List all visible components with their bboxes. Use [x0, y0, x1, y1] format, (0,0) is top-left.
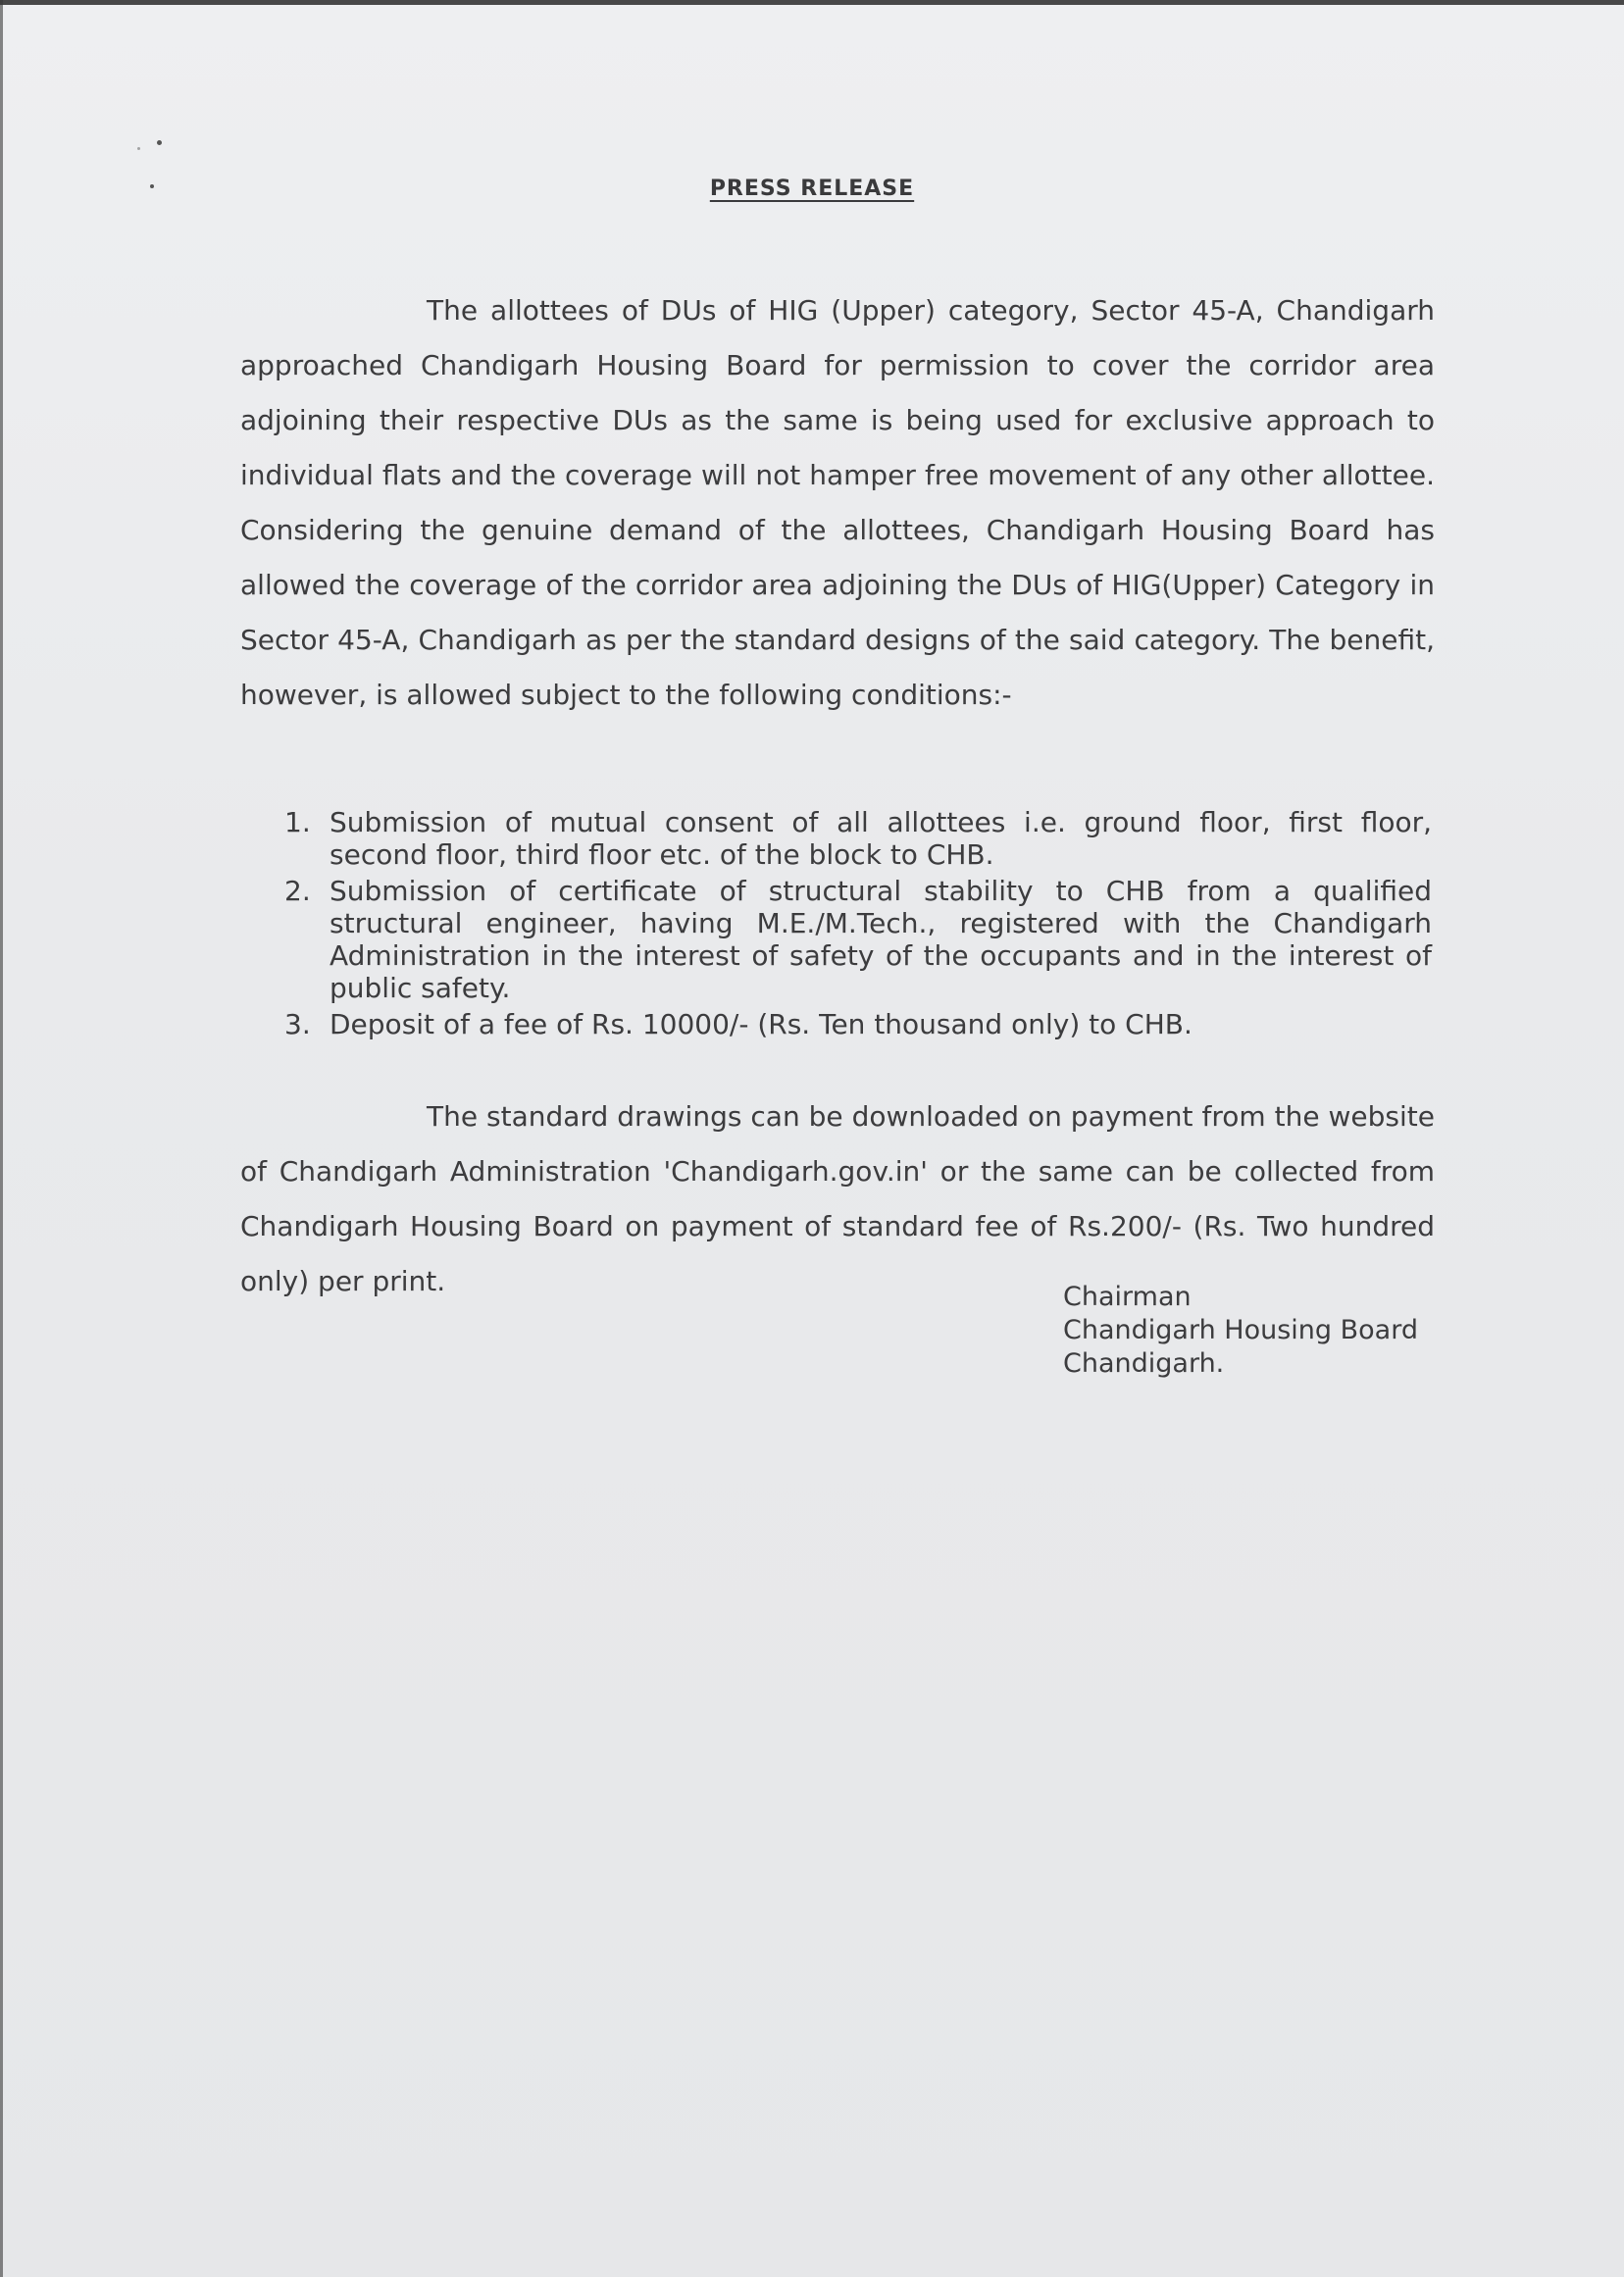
signatory-title: Chairman [1063, 1282, 1192, 1312]
condition-number: 3. [284, 1008, 311, 1040]
conditions-list [284, 806, 1432, 1044]
scan-speck [157, 140, 162, 145]
scan-edge-left [0, 0, 3, 2277]
condition-number: 2. [284, 875, 311, 907]
drawings-paragraph: The standard drawings can be downloaded on payment from the website of Chandigarh Administration 'Chandigarh.gov.in' or the same can be collected from Chandigarh Housing Board on payment of standard fee of Rs.200/- (Rs. Two hundred only) per print. [240, 1100, 1435, 1297]
condition-text: Deposit of a fee of Rs. 10000/- (Rs. Ten thousand only) to CHB. [330, 1008, 1193, 1040]
condition-text: Submission of certificate of structural stability to CHB from a qualified structural engineer, having M.E./M.Tech., registered with the Chandigarh Administration in the interest of safety of the occupants and in the interest of public safety. [330, 875, 1432, 1004]
condition-item [284, 806, 1432, 871]
signatory-location: Chandigarh. [1063, 1348, 1225, 1379]
condition-number: 1. [284, 806, 311, 838]
signatory-organization: Chandigarh Housing Board [1063, 1315, 1418, 1345]
title-text: PRESS RELEASE [709, 177, 915, 201]
condition-text: Submission of mutual consent of all allottees i.e. ground floor, first floor, second floor, third floor etc. of the block to CHB. [330, 806, 1432, 871]
signature-block [1063, 1281, 1455, 1381]
press-release-title [0, 177, 1624, 201]
condition-item [284, 1008, 1432, 1040]
scan-edge-top [0, 0, 1624, 5]
condition-item [284, 875, 1432, 1004]
intro-paragraph: The allottees of DUs of HIG (Upper) category, Sector 45-A, Chandigarh approached Chandigarh Housing Board for permission to cover the corridor area adjoining their respective DUs as the same is being used for exclusive approach to individual flats and the coverage will not hamper free movement of any other allottee. Considering the genuine demand of the allottees, Chandigarh Housing Board has allowed the coverage of the corridor area adjoining the DUs of HIG(Upper) Category in Sector 45-A, Chandigarh as per the standard designs of the said category. The benefit, however, is allowed subject to the following conditions:- [240, 294, 1435, 711]
scan-speck [137, 147, 140, 150]
